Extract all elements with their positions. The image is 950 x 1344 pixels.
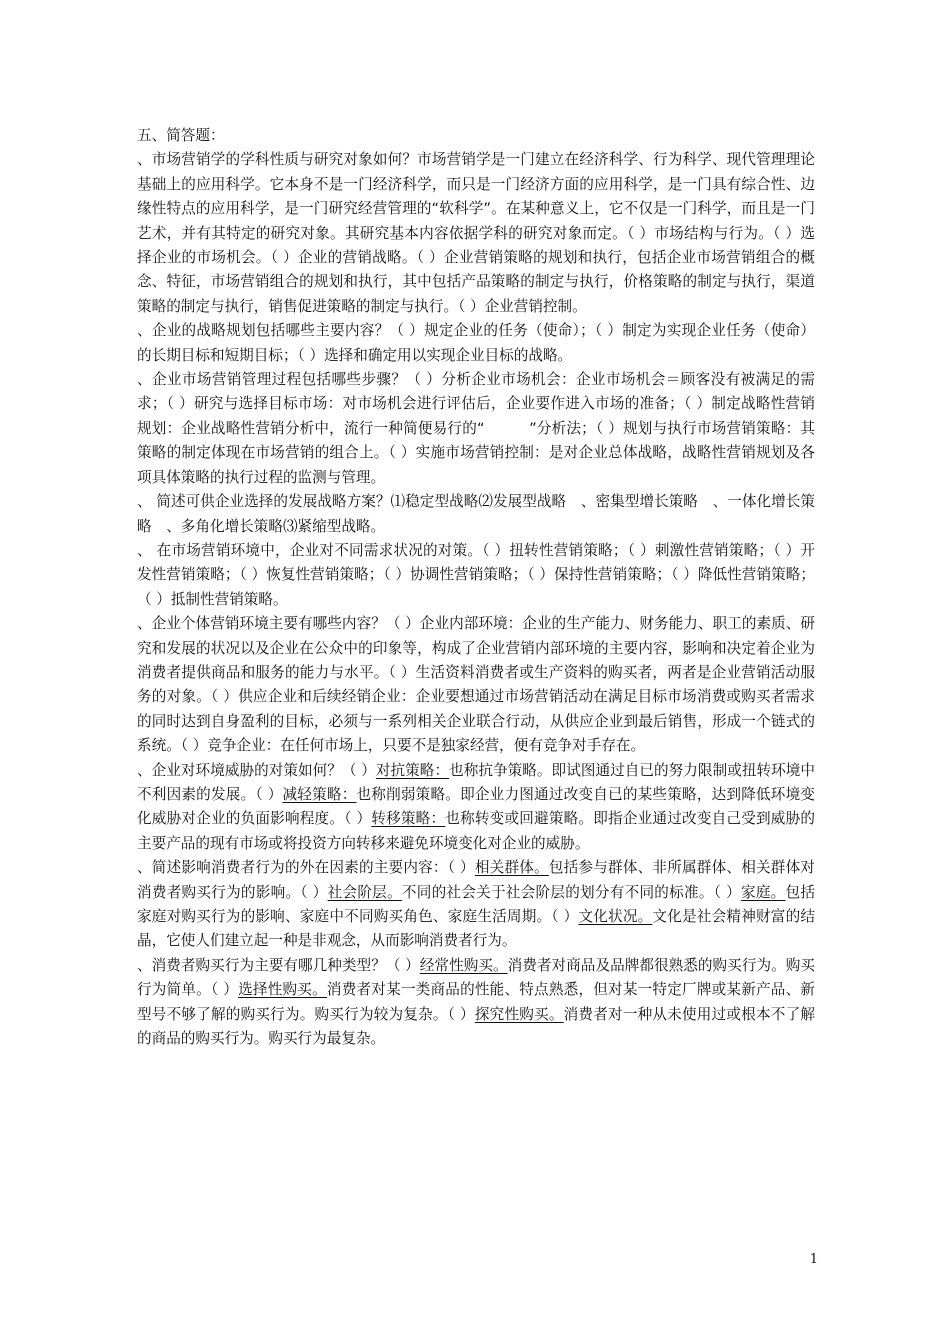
underlined-term: 对抗策略： [375, 761, 450, 779]
answer-paragraph [137, 539, 815, 612]
paragraph-text: 也称转变或回避策略。即指企业通过改变自己受到威胁的主要产品的现有市场或将投资方向转移来避免环境变化对企业的威胁。 [137, 810, 815, 852]
answer-paragraph [137, 368, 815, 490]
page-number: 1 [809, 1252, 818, 1267]
section-title: 五、简答题： [137, 127, 225, 144]
paragraph-text: 、市场营销学的学科性质与研究对象如何？市场营销学是一门建立在经济科学、行为科学、现代管理理论基础上的应用科学。它本身不是一门经济科学，而只是一门经济方面的应用科学，是一门具有综合性、边缘性特点的应用科学，是一门研究经营管理的“软科学”。在某种意义上，它不仅是一门科学，而且是一门艺术，并有其特定的研究对象。其研究基本内容依据学科的研究对象而定。（ ）市场结构与行为。（ ）选择企业的市场机会。（ ）企业的营销战略。（ ）企业营销策略的规划和执行，包括企业市场营销组合的概念、特征，市场营销组合的规划和执行，其中包括产品策略的制定与执行，价格策略的制定与执行，渠道策略的制定与执行，销售促进策略的制定与执行。（ ）企业营销控制。 [137, 151, 815, 315]
paragraph-text: 消费者对一种从未使用过或根本不了解的商品的购买行为。购买行为最复杂。 [137, 1005, 815, 1048]
paragraph-text: 不同的社会关于社会阶层的划分有不同的标准。（ ） [401, 883, 741, 901]
underlined-term: 相关群体。 [474, 859, 549, 877]
paragraph-text: 文化是社会精神财富的结晶，它使人们建立起一种是非观念，从而影响消费者行为。 [137, 908, 815, 950]
answer-paragraph [137, 490, 815, 539]
answers-list [137, 148, 815, 1051]
paragraph-text: 、企业对环境威胁的对策如何？（ ） [137, 761, 376, 779]
paragraph-text: 包括参与群体、非所属群体、相关群体对消费者购买行为的影响。（ ） [137, 859, 815, 901]
paragraph-text: 、简述影响消费者行为的外在因素的主要内容：（ ） [137, 859, 475, 877]
paragraph-text: 、消费者购买行为主要有哪几种类型？（ ） [137, 956, 420, 974]
answer-paragraph [137, 148, 815, 319]
underlined-term: 文化状况。 [578, 908, 653, 925]
answer-paragraph [137, 759, 815, 857]
paragraph-text: 包括家庭对购买行为的影响、家庭中不同购买角色、家庭生活周期。（ ） [137, 883, 815, 925]
paragraph-text: 也称抗争策略。即试图通过自已的努力限制或扭转环境中不利因素的发展。（ ） [137, 761, 815, 803]
underlined-term: 减轻策略： [282, 785, 357, 803]
answer-paragraph [137, 612, 815, 758]
paragraph-text: 消费者对某一类商品的性能、特点熟悉，但对某一特定厂牌或某新产品、新型号不够了解的购买行为。购买行为较为复杂。（ ） [137, 981, 815, 1023]
answer-paragraph [137, 856, 815, 954]
answer-paragraph [137, 319, 815, 368]
paragraph-text: 、企业市场营销管理过程包括哪些步骤？（ ）分析企业市场机会：企业市场机会＝顾客没有被满足的需求；（ ）研究与选择目标市场：对市场机会进行评估后，企业要作进入市场的准备；（ ）制定战略性营销规划：企业战略性营销分析中，流行一种简便易行的“ ”分析法；（ ）规划与执行市场营销策略：其策略的制定体现在市场营销的组合上。（ ）实施市场营销控制：是对企业总体战略，战略性营销规划及各项具体策略的执行过程的监测与管理。 [137, 371, 815, 486]
underlined-term: 转移策略： [371, 810, 446, 828]
paragraph-text: 、企业的战略规划包括哪些主要内容？（ ）规定企业的任务（使命）；（ ）制定为实现企业任务（使命）的长期目标和短期目标；（ ）选择和确定用以实现企业目标的战略。 [137, 322, 815, 364]
document-body [137, 124, 815, 1051]
underlined-term: 家庭。 [740, 883, 786, 901]
paragraph-text: 消费者对商品及品牌都很熟悉的购买行为。购买行为简单。（ ） [137, 956, 815, 999]
paragraph-text: 、企业个体营销环境主要有哪些内容？（ ）企业内部环境：企业的生产能力、财务能力、职工的素质、研究和发展的状况以及企业在公众中的印象等，构成了企业营销内部环境的主要内容，影响和决定着企业为消费者提供商品和服务的能力与水平。（ ）生活资料消费者或生产资料的购买者，两者是企业营销活动服务的对象。（ ）供应企业和后续经销企业：企业要想通过市场营销活动在满足目标市场消费或购买者需求的同时达到自身盈利的目标，必须与一系列相关企业联合行动，从供应企业到最后销售，形成一个链式的系统。（ ）竞争企业：在任何市场上，只要不是独家经营，便有竞争对手存在。 [137, 615, 815, 755]
answer-paragraph [137, 954, 815, 1052]
underlined-term: 选择性购买。 [238, 981, 327, 999]
underlined-term: 经常性购买。 [419, 956, 508, 974]
underlined-term: 探究性购买。 [474, 1005, 564, 1023]
paragraph-text: 、 简述可供企业选择的发展战略方案？⑴稳定型战略⑵发展型战略 、密集型增长策略 、一体化增长策略 、多角化增长策略⑶紧缩型战略。 [137, 493, 815, 535]
underlined-term: 社会阶层。 [327, 883, 402, 901]
paragraph-text: 、 在市场营销环境中，企业对不同需求状况的对策。（ ）扭转性营销策略；（ ）刺激性营销策略；（ ）开发性营销策略；（ ）恢复性营销策略；（ ）协调性营销策略；（ ）保持性营销策略；（ ）降低性营销策略；（ ）抵制性营销策略。 [137, 541, 815, 608]
paragraph-text: 也称削弱策略。即企业力图通过改变自已的某些策略，达到降低环境变化威胁对企业的负面影响程度。（ ） [137, 785, 815, 828]
